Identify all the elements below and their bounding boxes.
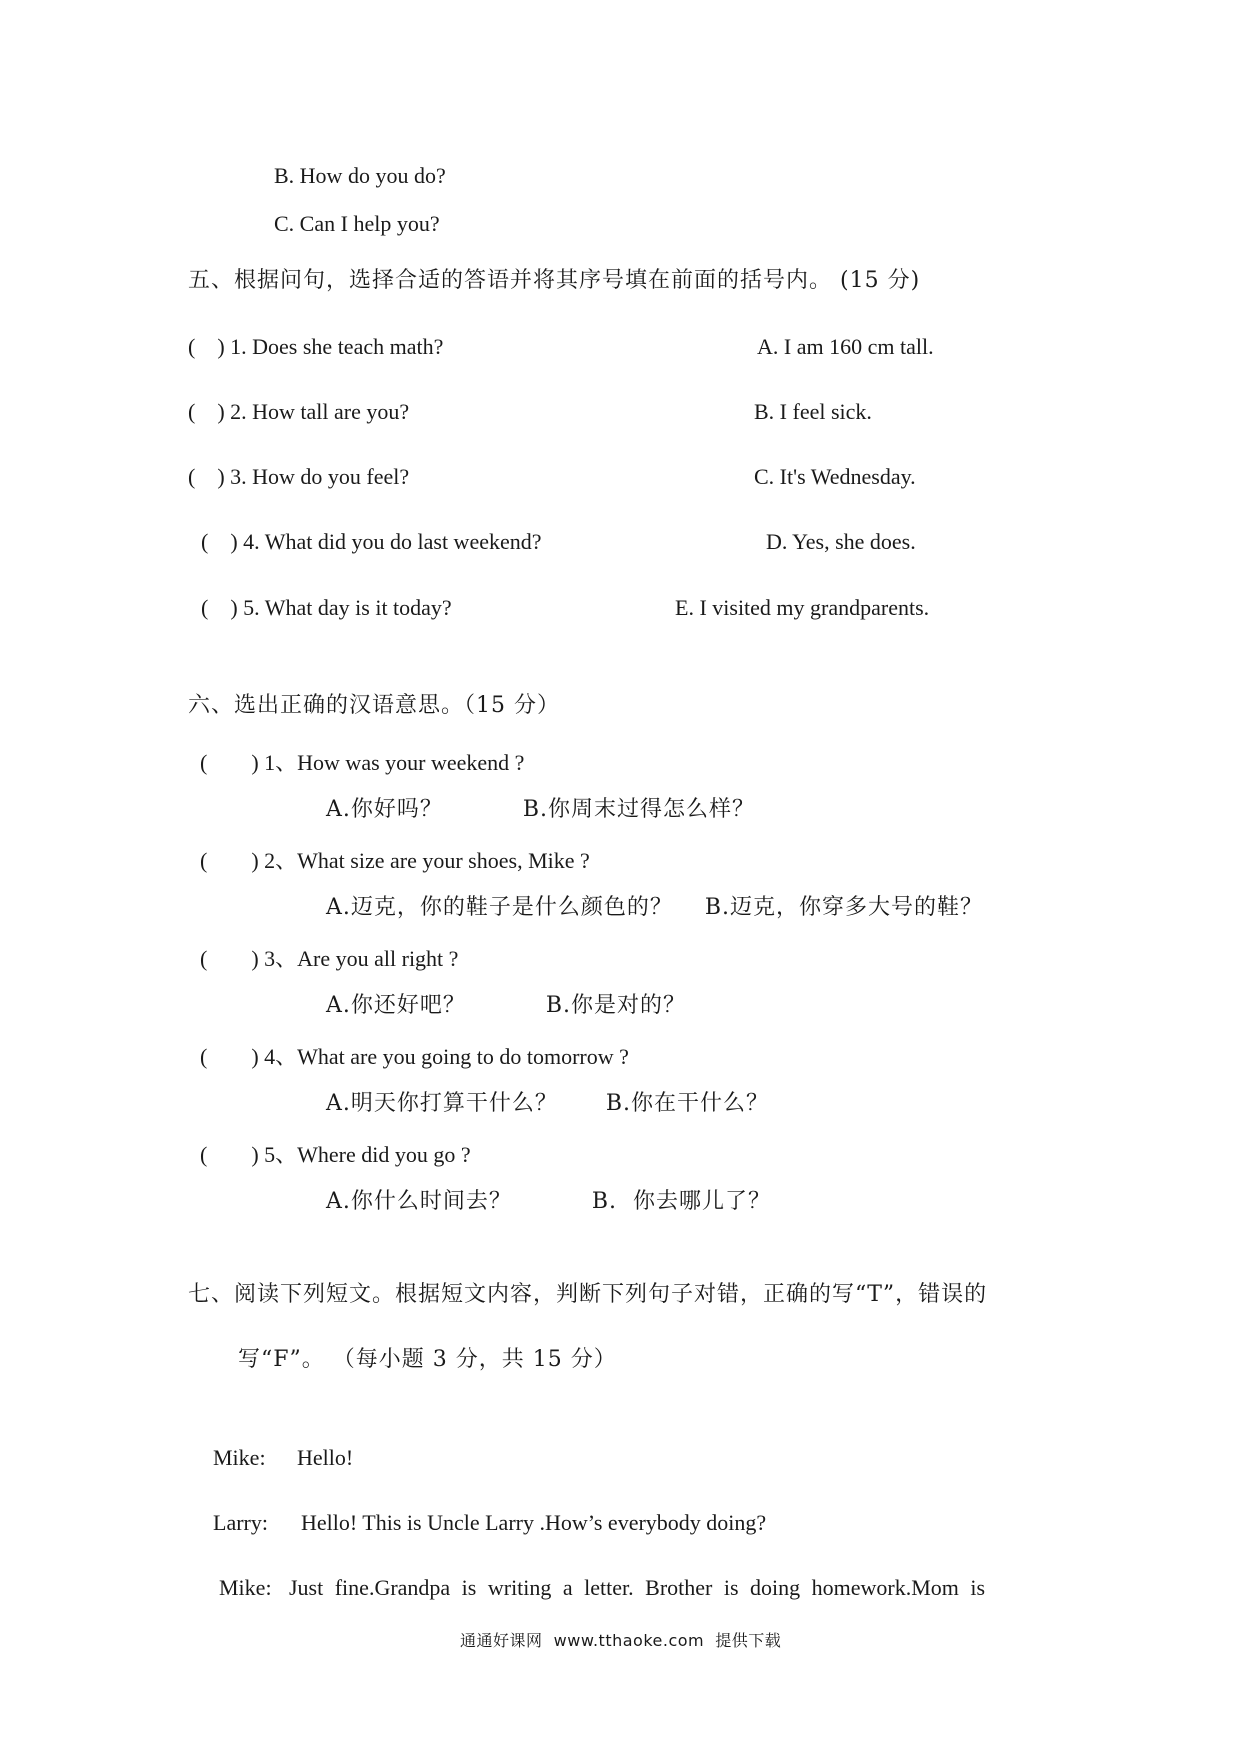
section6-options-2: A.迈克，你的鞋子是什么颜色的？ B.迈克，你穿多大号的鞋？ — [326, 895, 984, 920]
section5-answer-b: B. I feel sick. — [754, 399, 872, 424]
section7-heading-line1: 七、阅读下列短文。根据短文内容，判断下列句子对错，正确的写“T”，错误的 — [188, 1282, 988, 1307]
section6-heading: 六、选出正确的汉语意思。（15 分） — [188, 693, 560, 718]
section5-answer-d: D. Yes, she does. — [766, 529, 916, 554]
dialog-line-2: Hello! This is Uncle Larry .How’s everybody doing? — [301, 1510, 767, 1535]
section5-answer-c: C. It's Wednesday. — [754, 464, 916, 489]
section5-answer-a: A. I am 160 cm tall. — [757, 334, 934, 359]
section6-question-5: ( ) 5、Where did you go ? — [200, 1142, 471, 1167]
dialog-speaker-3: Mike: — [219, 1575, 272, 1600]
dialog-line-3: Just fine.Grandpa is writing a letter. Brother is doing homework.Mom is — [289, 1575, 986, 1600]
option-c: C. Can I help you? — [274, 211, 440, 236]
section6-question-1: ( ) 1、How was your weekend ? — [200, 750, 525, 775]
section6-options-1: A.你好吗？ B.你周末过得怎么样？ — [326, 797, 755, 822]
section6-question-2: ( ) 2、What size are your shoes, Mike ? — [200, 848, 590, 873]
section5-question-1: ( ) 1. Does she teach math? — [188, 334, 444, 359]
section5-question-5: ( ) 5. What day is it today? — [201, 595, 452, 620]
section6-options-3: A.你还好吧？ B.你是对的？ — [326, 993, 686, 1018]
section5-question-3: ( ) 3. How do you feel? — [188, 464, 410, 489]
section7-heading-line2: 写“F”。 （每小题 3 分，共 15 分） — [238, 1347, 617, 1372]
section5-answer-e: E. I visited my grandparents. — [675, 595, 930, 620]
dialog-speaker-1: Mike: — [213, 1445, 266, 1470]
section6-options-4: A.明天你打算干什么？ B.你在干什么？ — [326, 1091, 770, 1116]
dialog-speaker-2: Larry: — [213, 1510, 268, 1535]
section5-heading: 五、根据问句，选择合适的答语并将其序号填在前面的括号内。 (15 分) — [188, 268, 921, 293]
option-b: B. How do you do? — [274, 163, 446, 188]
dialog-line-1: Hello! — [297, 1445, 354, 1470]
section6-question-3: ( ) 3、Are you all right ? — [200, 946, 459, 971]
section5-question-2: ( ) 2. How tall are you? — [188, 399, 410, 424]
section5-question-4: ( ) 4. What did you do last weekend? — [201, 529, 542, 554]
section6-question-4: ( ) 4、What are you going to do tomorrow ? — [200, 1044, 629, 1069]
page-footer: 通通好课网 www.tthaoke.com 提供下载 — [460, 1631, 782, 1650]
section6-options-5: A.你什么时间去？ B. 你去哪儿了？ — [326, 1189, 771, 1214]
